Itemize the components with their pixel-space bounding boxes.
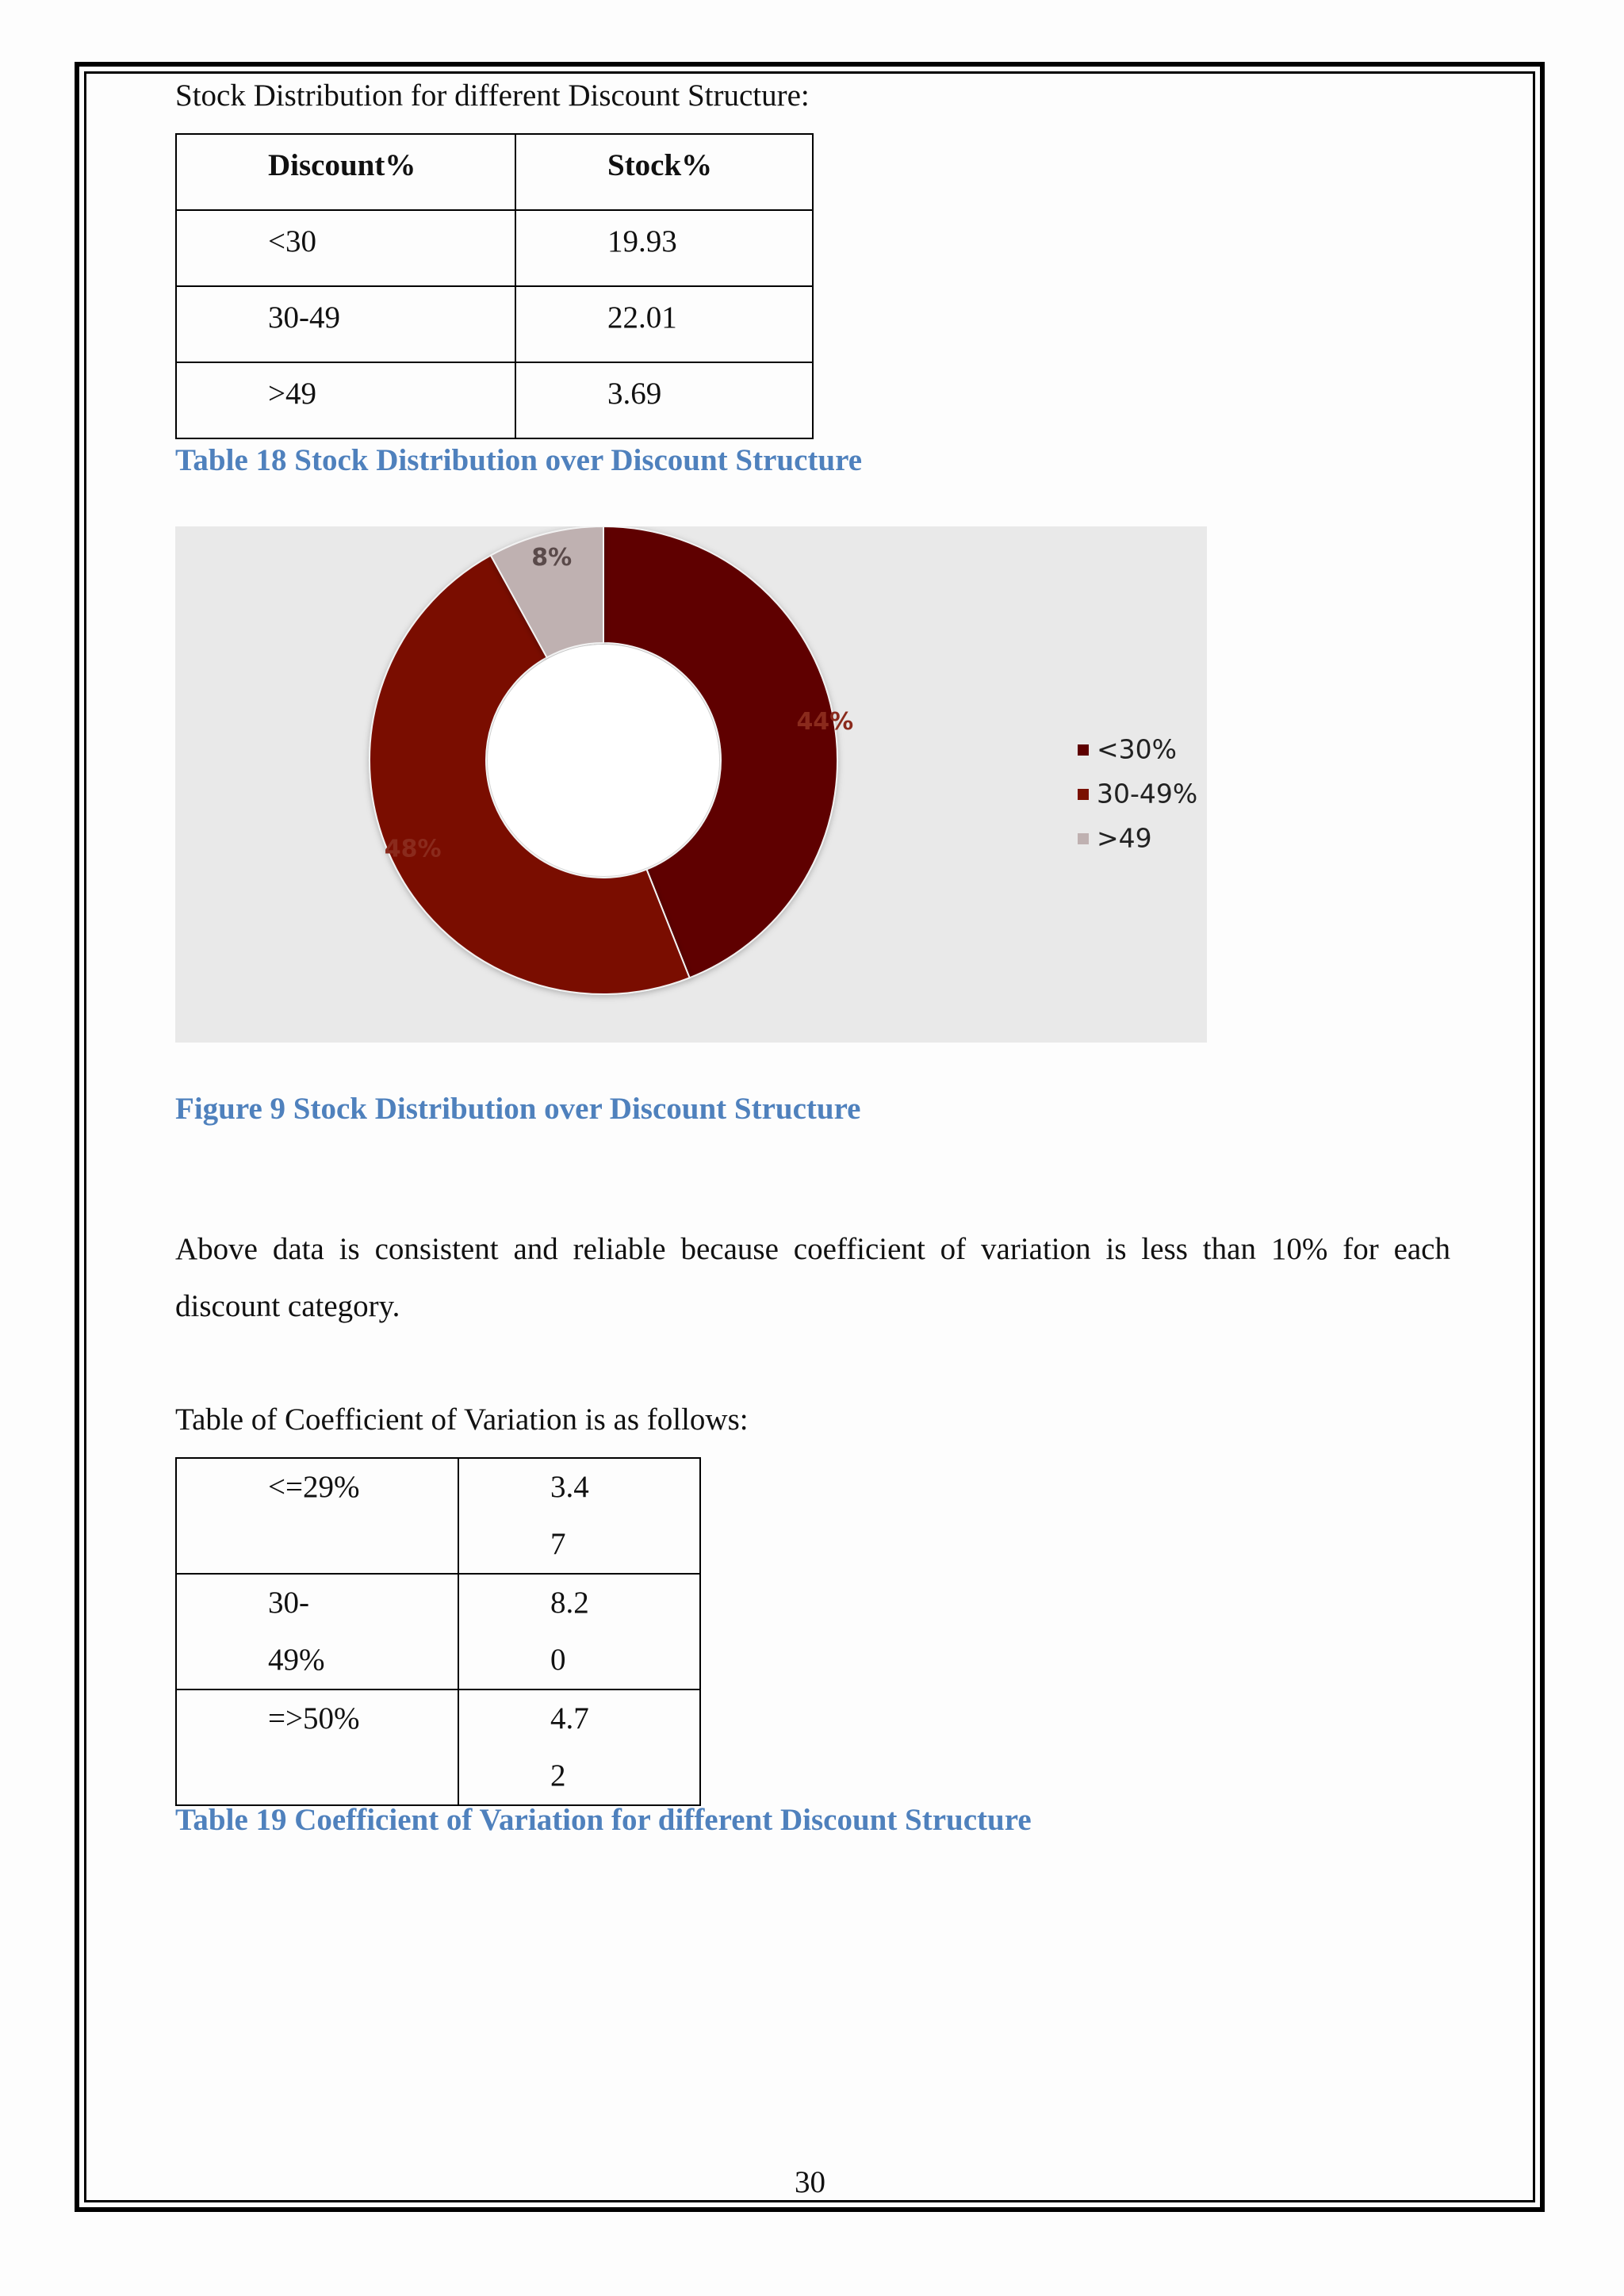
legend-swatch-lt-30pct — [1078, 744, 1089, 756]
legend-label-30-49pct: 30-49% — [1097, 778, 1198, 809]
cell-cv-value — [458, 1689, 700, 1805]
category-line-2: 49% — [268, 1643, 325, 1677]
cell-discount: <30 — [176, 210, 515, 286]
cell-stock: 19.93 — [515, 210, 813, 286]
paragraph-line-1: Above data is consistent and reliable because coefficient of variation is less than 10% for each — [175, 1232, 1450, 1266]
legend-swatch-gt-49 — [1078, 833, 1089, 844]
cell-cv-value — [458, 1574, 700, 1689]
donut-chart — [175, 526, 1207, 1043]
cell-category — [176, 1458, 458, 1574]
table-row — [176, 1689, 700, 1805]
table-row — [176, 286, 813, 362]
table-row — [176, 362, 813, 438]
legend-swatch-30-49pct — [1078, 789, 1089, 800]
cell-stock: 22.01 — [515, 286, 813, 362]
table18-caption: Table 18 Stock Distribution over Discount Structure — [175, 443, 862, 477]
page-number: 30 — [795, 2165, 825, 2199]
table-row — [176, 210, 813, 286]
table-row — [176, 1574, 700, 1689]
table-header-row — [176, 134, 813, 210]
category-line-1: 30- — [268, 1586, 309, 1620]
cell-cv-value — [458, 1458, 700, 1574]
cell-discount: >49 — [176, 362, 515, 438]
section-heading: Stock Distribution for different Discount Structure: — [175, 78, 810, 113]
donut-hole — [488, 645, 719, 876]
legend-label-lt-30pct: <30% — [1097, 733, 1177, 765]
category-line-1: =>50% — [268, 1701, 360, 1735]
category-line-1: <=29% — [268, 1470, 360, 1504]
value-line-1: 3.4 — [550, 1470, 589, 1504]
table19-caption: Table 19 Coefficient of Variation for different Discount Structure — [175, 1803, 1032, 1837]
data-label-lt-30pct: 44% — [796, 707, 854, 736]
value-line-2: 7 — [550, 1527, 566, 1561]
header-discount: Discount% — [176, 134, 515, 210]
cell-stock: 3.69 — [515, 362, 813, 438]
value-line-2: 2 — [550, 1758, 566, 1793]
legend-label-gt-49: >49 — [1097, 822, 1152, 854]
cell-category — [176, 1689, 458, 1805]
stock-distribution-table — [175, 133, 814, 439]
data-label-30-49pct: 48% — [384, 835, 442, 863]
value-line-2: 0 — [550, 1643, 566, 1677]
coefficient-of-variation-table — [175, 1457, 701, 1806]
table-row — [176, 1458, 700, 1574]
cell-category — [176, 1574, 458, 1689]
cell-discount: 30-49 — [176, 286, 515, 362]
value-line-1: 4.7 — [550, 1701, 589, 1735]
donut-chart-figure — [175, 526, 1207, 1043]
value-line-1: 8.2 — [550, 1586, 589, 1620]
data-label-gt-49: 8% — [531, 544, 573, 572]
cv-heading: Table of Coefficient of Variation is as follows: — [175, 1402, 749, 1437]
header-stock: Stock% — [515, 134, 813, 210]
paragraph-line-2: discount category. — [175, 1289, 400, 1323]
figure9-caption: Figure 9 Stock Distribution over Discount Structure — [175, 1092, 861, 1126]
